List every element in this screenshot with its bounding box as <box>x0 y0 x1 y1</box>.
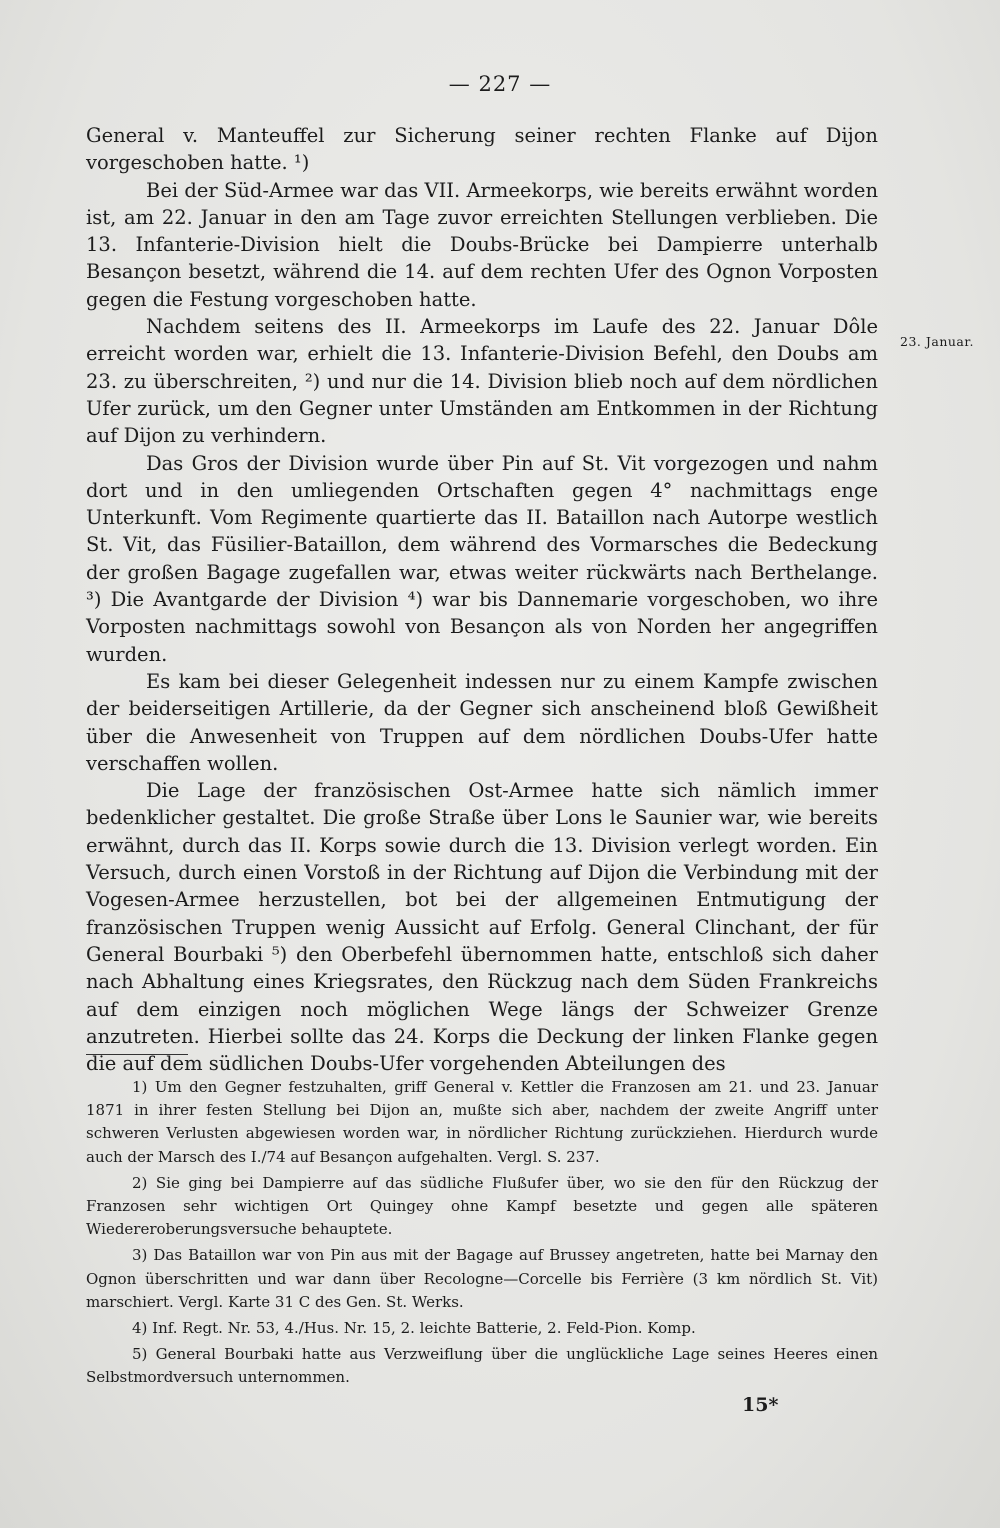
footnote-divider <box>86 1054 188 1055</box>
paragraph: General v. Manteuffel zur Sicherung seiner rechten Flanke auf Dijon vorgeschoben hatte. ¹) <box>86 124 878 175</box>
footnote: 4) Inf. Regt. Nr. 53, 4./Hus. Nr. 15, 2. leichte Batterie, 2. Feld-Pion. Komp. <box>132 1319 696 1338</box>
margin-date-note: 23. Januar. <box>900 334 974 349</box>
signature-mark: 15* <box>742 1394 779 1416</box>
page-number: — 227 — <box>448 72 552 96</box>
footnote: 3) Das Bataillon war von Pin aus mit der Bagage auf Brussey angetreten, hatte bei Marnay den Ognon überschritten und war dann über Recologne—Corcelle bis Ferrière (3 km nördlich St. Vit) marschiert. Vergl. Karte 31 C des Gen. St. Werks. <box>86 1246 878 1311</box>
paragraph: Die Lage der französischen Ost-Armee hatte sich nämlich immer bedenklicher gestaltet. Die große Straße über Lons le Saunier war, wie bereits erwähnt, durch das II. Korps sowie durch die 13. Division verlegt worden. Ein Versuch, durch einen Vorstoß in der Richtung auf Dijon die Verbindung mit der Vogesen-Armee herzustellen, bot bei der allgemeinen Entmutigung der französischen Truppen wenig Aussicht auf Erfolg. General Clinchant, der für General Bourbaki ⁵) den Oberbefehl übernommen hatte, entschloß sich daher nach Abhaltung eines Kriegsrates, den Rückzug nach dem Süden Frankreichs auf dem einzigen noch möglichen Wege längs der Schweizer Grenze anzutreten. Hierbei sollte das 24. Korps die Deckung der linken Flanke gegen die auf dem südlichen Doubs-Ufer vorgehenden Abteilungen des <box>86 779 878 1076</box>
paragraph: Es kam bei dieser Gelegenheit indessen nur zu einem Kampfe zwischen der beiderseitigen Artillerie, da der Gegner sich anscheinend bloß Gewißheit über die Anwesenheit von Truppen auf dem nördlichen Doubs-Ufer hatte verschaffen wollen. <box>86 669 878 775</box>
footnotes <box>86 1076 878 1393</box>
paragraph: Das Gros der Division wurde über Pin auf St. Vit vorgezogen und nahm dort und in den umliegenden Ortschaften gegen 4° nachmittags enge Unterkunft. Vom Regimente quartierte das II. Bataillon nach Autorpe westlich St. Vit, das Füsilier-Bataillon, dem während des Vormarsches die Bedeckung der großen Bagage zugefallen war, etwas weiter rückwärts nach Berthelange. ³) Die Avantgarde der Division ⁴) war bis Dannemarie vorgeschoben, wo ihre Vorposten nachmittags sowohl von Besançon als von Norden her angegriffen wurden. <box>86 451 878 666</box>
main-text <box>86 122 878 1077</box>
footnote: 5) General Bourbaki hatte aus Verzweiflung über die unglückliche Lage seines Heeres einen Selbstmordversuch unternommen. <box>86 1345 878 1387</box>
footnote: 1) Um den Gegner festzuhalten, griff General v. Kettler die Franzosen am 21. und 23. Januar 1871 in ihrer festen Stellung bei Dijon an, mußte sich aber, nachdem der zweite Angriff unter schweren Verlusten abgewiesen worden war, in nördlicher Richtung zurückziehen. Hierdurch wurde auch der Marsch des I./74 auf Besançon aufgehalten. Vergl. S. 237. <box>86 1078 878 1166</box>
paragraph: Bei der Süd-Armee war das VII. Armeekorps, wie bereits erwähnt worden ist, am 22. Januar in den am Tage zuvor erreichten Stellungen verblieben. Die 13. Infanterie-Division hielt die Doubs-Brücke bei Dampierre unterhalb Besançon besetzt, während die 14. auf dem rechten Ufer des Ognon Vorposten gegen die Festung vorgeschoben hatte. <box>86 178 878 311</box>
paragraph: Nachdem seitens des II. Armeekorps im Laufe des 22. Januar Dôle erreicht worden war, erhielt die 13. Infanterie-Division Befehl, den Doubs am 23. zu überschreiten, ²) und nur die 14. Division blieb noch auf dem nördlichen Ufer zurück, um den Gegner unter Umständen am Entkommen in der Richtung auf Dijon zu verhindern. <box>86 315 878 448</box>
footnote: 2) Sie ging bei Dampierre auf das südliche Flußufer über, wo sie den für den Rückzug der Franzosen sehr wichtigen Ort Quingey ohne Kampf besetzte und gegen alle späteren Wiedereroberungsversuche behauptete. <box>86 1173 878 1239</box>
